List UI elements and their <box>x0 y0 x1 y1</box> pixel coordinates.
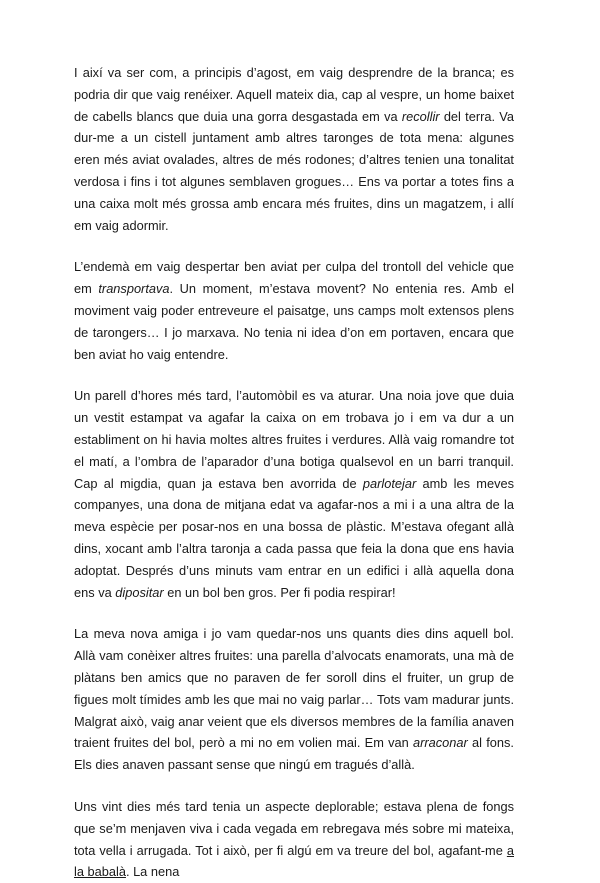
paragraph-1-text: del terra. Va dur-me a un cistell juntament amb altres taronges de tota mena: algunes eren més aviat ovalades, altres de més rodones; d’altres tenien una tonalitat verdosa i fins i tot algunes semblaven grogues… Ens va portar a totes fins a una caixa molt més grossa amb encara més fruites, dins un magatzem, i allí em vaig adormir. <box>74 108 514 233</box>
paragraph-4 <box>74 623 514 776</box>
paragraph-5 <box>74 796 514 883</box>
paragraph-3-text: Un parell d’hores més tard, l’automòbil es va aturar. Una noia jove que duia un vestit estampat va agafar la caixa on em trobava jo i em va dur a un establiment on hi havia moltes altres fruites i verdures. Allà vaig romandre tot el matí, a l’ombra de l’aparador d’una botiga qualsevol en un barri tranquil. Cap al migdia, quan ja estava ben avorrida de <box>74 388 514 491</box>
paragraph-5-text: Uns vint dies més tard tenia un aspecte deplorable; estava plena de fongs que se’m menjaven viva i cada vegada em rebregava més sobre mi mateixa, tota vella i arrugada. Tot i això, per fi algú em va treure del bol, agafant-me <box>74 798 514 858</box>
paragraph-2-text: L’endemà em vaig despertar ben aviat per culpa del trontoll del vehicle que em <box>74 259 514 297</box>
paragraph-2-italic-word: transportava <box>98 281 170 297</box>
paragraph-1-text: I així va ser com, a principis d’agost, em vaig desprendre de la branca; es podria dir que vaig renéixer. Aquell mateix dia, cap al vespre, un home baixet de cabells blancs que duia una gorra desgastada em va <box>74 65 514 124</box>
paragraph-3-italic-word: parlotejar <box>362 475 417 491</box>
paragraph-5-text: . La nena <box>125 864 180 880</box>
paragraph-1-italic-word: recollir <box>401 108 440 124</box>
paragraph-2-text: . Un moment, m’estava movent? No entenia res. Amb el moviment vaig poder entreveure el paisatge, uns camps molt extensos plens de tarongers… I jo marxava. No tenia ni idea d’on em portaven, encara que ben aviat ho vaig entendre. <box>74 281 514 362</box>
paragraph-3-text: amb les meves companyes, una dona de mitjana edat va agafar-nos a mi i a una altra de la meva espècie per posar-nos en una bossa de plàstic. M’estava ofegant allà dins, xocant amb l’altra taronja a cada passa que feia la dona que ens havia adoptat. Després d’uns minuts vam entrar en un edifici i allà aquella dona ens va <box>74 475 514 600</box>
paragraph-3 <box>74 385 514 603</box>
paragraph-4-italic-word: arraconar <box>413 735 468 751</box>
paragraph-3-italic-word: dipositar <box>115 584 164 600</box>
paragraph-4-text: La meva nova amiga i jo vam quedar-nos uns quants dies dins aquell bol. Allà vam conèixer altres fruites: una parella d’alvocats enamorats, una mà de plàtans ben amics que no paraven de fer soroll dins el fruiter, un grup de figues molt tímides amb les que mai no vaig parlar… Tots vam madurar junts. Malgrat això, vaig anar veient que els diversos membres de la família anaven traient fruites del bol, però a mi no em volien mai. Em van <box>74 626 514 751</box>
paragraph-3-text: en un bol ben gros. Per fi podia respirar! <box>163 584 396 600</box>
paragraph-5-underlined-phrase: a la babalà <box>74 842 514 880</box>
paragraph-2 <box>74 256 514 365</box>
paragraph-1 <box>74 62 514 236</box>
paragraph-4-text: al fons. Els dies anaven passant sense que ningú em tragués d’allà. <box>74 735 514 773</box>
